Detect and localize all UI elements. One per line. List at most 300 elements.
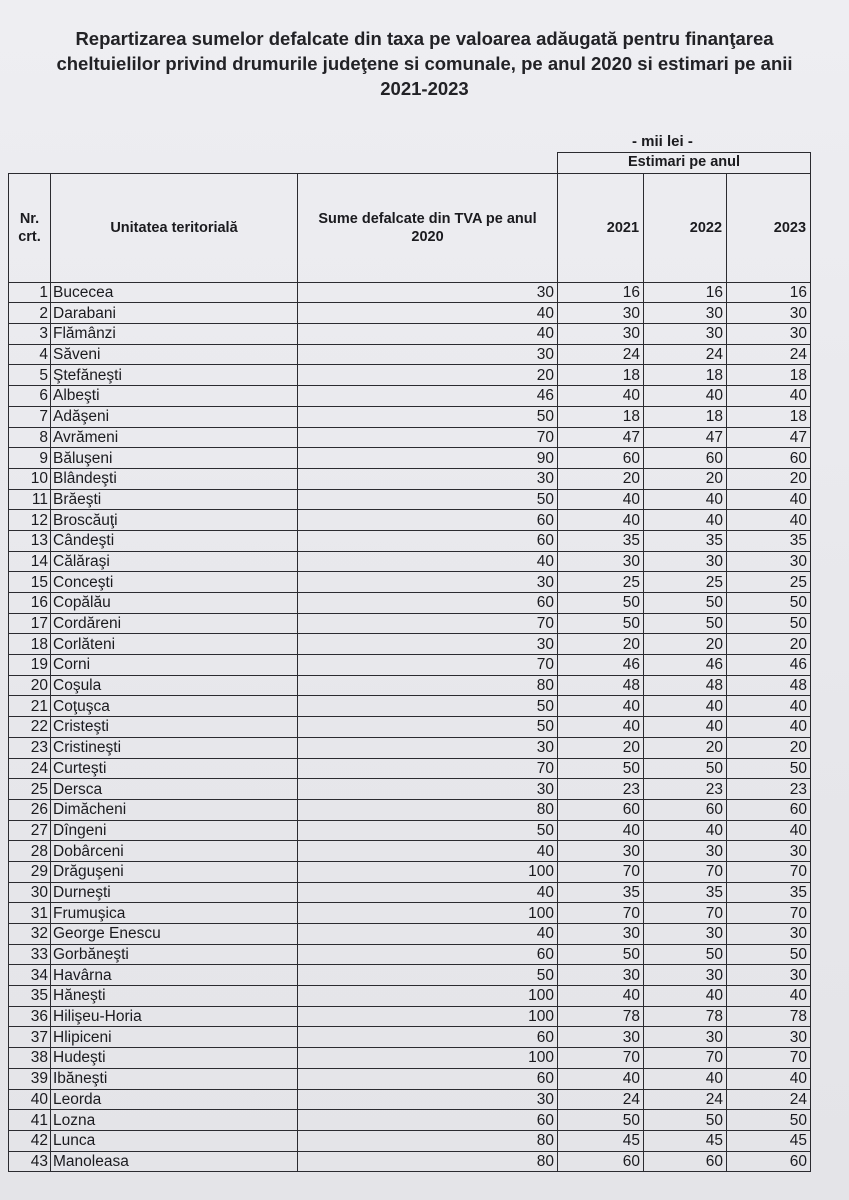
unit-name-header: Unitatea teritorială	[51, 173, 298, 282]
value-2020: 70	[298, 758, 558, 779]
value-2023: 50	[727, 593, 811, 614]
unit-name: Darabani	[51, 303, 298, 324]
value-2020: 40	[298, 924, 558, 945]
value-2021: 23	[558, 779, 644, 800]
row-number: 25	[9, 779, 51, 800]
value-2020: 90	[298, 448, 558, 469]
value-2023: 50	[727, 758, 811, 779]
value-2020: 80	[298, 675, 558, 696]
value-2023: 60	[727, 448, 811, 469]
row-number: 15	[9, 572, 51, 593]
value-2023: 24	[727, 1089, 811, 1110]
value-2021: 24	[558, 344, 644, 365]
row-number: 10	[9, 468, 51, 489]
value-2021: 40	[558, 696, 644, 717]
document-title	[20, 26, 829, 101]
value-2022: 16	[644, 282, 727, 303]
header-row-top	[9, 153, 811, 174]
value-2022: 70	[644, 861, 727, 882]
unit-name: Curteşti	[51, 758, 298, 779]
row-number: 13	[9, 530, 51, 551]
value-2022: 40	[644, 717, 727, 738]
unit-name: Adăşeni	[51, 406, 298, 427]
nr-header: Nr. crt.	[9, 173, 51, 282]
row-number: 39	[9, 1068, 51, 1089]
title-line-2: cheltuielilor privind drumurile judeţene si comunale, pe anul 2020 si estimari pe anii	[56, 53, 793, 74]
row-number: 9	[9, 448, 51, 469]
table-row	[9, 344, 811, 365]
table-row	[9, 1027, 811, 1048]
value-2020: 50	[298, 696, 558, 717]
value-2020: 80	[298, 1130, 558, 1151]
value-2021: 50	[558, 613, 644, 634]
value-2022: 24	[644, 344, 727, 365]
value-2022: 18	[644, 406, 727, 427]
value-2022: 40	[644, 986, 727, 1007]
value-2023: 20	[727, 737, 811, 758]
value-2021: 18	[558, 406, 644, 427]
table-row	[9, 365, 811, 386]
table-row	[9, 593, 811, 614]
value-2021: 25	[558, 572, 644, 593]
value-2022: 40	[644, 696, 727, 717]
row-number: 7	[9, 406, 51, 427]
value-2023: 20	[727, 468, 811, 489]
value-2022: 60	[644, 799, 727, 820]
row-number: 38	[9, 1048, 51, 1069]
row-number: 22	[9, 717, 51, 738]
value-2022: 23	[644, 779, 727, 800]
value-2023: 70	[727, 903, 811, 924]
value-2023: 18	[727, 406, 811, 427]
value-2021: 35	[558, 530, 644, 551]
value-2023: 50	[727, 613, 811, 634]
value-2023: 40	[727, 1068, 811, 1089]
value-2021: 46	[558, 655, 644, 676]
value-2020: 60	[298, 593, 558, 614]
year-2021-header: 2021	[558, 173, 644, 282]
unit-name: Ibăneşti	[51, 1068, 298, 1089]
table-row	[9, 1068, 811, 1089]
table-row	[9, 965, 811, 986]
value-2020: 70	[298, 655, 558, 676]
unit-name: Băluşeni	[51, 448, 298, 469]
value-2023: 30	[727, 965, 811, 986]
row-number: 24	[9, 758, 51, 779]
value-2021: 18	[558, 365, 644, 386]
value-2021: 40	[558, 489, 644, 510]
row-number: 6	[9, 386, 51, 407]
value-2023: 70	[727, 861, 811, 882]
unit-label: - mii lei -	[632, 133, 693, 150]
value-2023: 40	[727, 717, 811, 738]
value-2021: 20	[558, 634, 644, 655]
value-2021: 70	[558, 861, 644, 882]
value-2022: 30	[644, 1027, 727, 1048]
table-row	[9, 986, 811, 1007]
row-number: 36	[9, 1006, 51, 1027]
table-row	[9, 655, 811, 676]
value-2022: 30	[644, 303, 727, 324]
value-2022: 40	[644, 510, 727, 531]
value-2022: 30	[644, 965, 727, 986]
table-row	[9, 303, 811, 324]
unit-name: Cristeşti	[51, 717, 298, 738]
unit-name: Lunca	[51, 1130, 298, 1151]
value-2020: 50	[298, 489, 558, 510]
value-2021: 50	[558, 944, 644, 965]
value-2022: 47	[644, 427, 727, 448]
value-2023: 16	[727, 282, 811, 303]
value-2022: 30	[644, 841, 727, 862]
value-2022: 24	[644, 1089, 727, 1110]
table-row	[9, 799, 811, 820]
estimates-header: Estimari pe anul	[558, 153, 811, 174]
value-2022: 40	[644, 1068, 727, 1089]
value-2023: 60	[727, 799, 811, 820]
row-number: 12	[9, 510, 51, 531]
unit-name: Coţuşca	[51, 696, 298, 717]
value-2022: 50	[644, 593, 727, 614]
value-2020: 60	[298, 1027, 558, 1048]
unit-name: Dîngeni	[51, 820, 298, 841]
value-2022: 20	[644, 634, 727, 655]
year-2023-header: 2023	[727, 173, 811, 282]
row-number: 16	[9, 593, 51, 614]
value-2020: 80	[298, 1151, 558, 1172]
value-2021: 45	[558, 1130, 644, 1151]
value-2020: 30	[298, 737, 558, 758]
value-2020: 40	[298, 551, 558, 572]
value-2021: 30	[558, 551, 644, 572]
value-2020: 20	[298, 365, 558, 386]
value-2022: 20	[644, 737, 727, 758]
table-row	[9, 717, 811, 738]
table-row	[9, 551, 811, 572]
value-2023: 50	[727, 1110, 811, 1131]
value-2022: 48	[644, 675, 727, 696]
table-row	[9, 1089, 811, 1110]
table-row	[9, 675, 811, 696]
table-row	[9, 427, 811, 448]
value-2020: 30	[298, 572, 558, 593]
value-2020: 70	[298, 427, 558, 448]
title-line-3: 2021-2023	[380, 78, 469, 99]
value-2021: 30	[558, 324, 644, 345]
value-2021: 35	[558, 882, 644, 903]
value-2022: 40	[644, 820, 727, 841]
row-number: 17	[9, 613, 51, 634]
row-number: 8	[9, 427, 51, 448]
value-2020: 60	[298, 1068, 558, 1089]
row-number: 14	[9, 551, 51, 572]
table-row	[9, 696, 811, 717]
row-number: 30	[9, 882, 51, 903]
value-2021: 48	[558, 675, 644, 696]
allocation-table	[8, 152, 811, 1172]
title-line-1: Repartizarea sumelor defalcate din taxa pe valoarea adăugată pentru finanţarea	[75, 28, 774, 49]
row-number: 23	[9, 737, 51, 758]
unit-name: Coşula	[51, 675, 298, 696]
value-2020: 40	[298, 303, 558, 324]
table-row	[9, 861, 811, 882]
row-number: 43	[9, 1151, 51, 1172]
unit-name: Avrămeni	[51, 427, 298, 448]
table-row	[9, 1006, 811, 1027]
table-row	[9, 1151, 811, 1172]
unit-name: Durneşti	[51, 882, 298, 903]
unit-name: Dobârceni	[51, 841, 298, 862]
value-2021: 40	[558, 1068, 644, 1089]
value-2020: 30	[298, 634, 558, 655]
row-number: 11	[9, 489, 51, 510]
table-row	[9, 282, 811, 303]
value-2021: 78	[558, 1006, 644, 1027]
value-2023: 40	[727, 386, 811, 407]
table-row	[9, 468, 811, 489]
value-2020: 40	[298, 882, 558, 903]
unit-name: Brăeşti	[51, 489, 298, 510]
row-number: 35	[9, 986, 51, 1007]
unit-name: Conceşti	[51, 572, 298, 593]
unit-name: Frumuşica	[51, 903, 298, 924]
row-number: 19	[9, 655, 51, 676]
value-2021: 50	[558, 593, 644, 614]
table-row	[9, 1048, 811, 1069]
value-2021: 60	[558, 1151, 644, 1172]
table-row	[9, 841, 811, 862]
value-2020: 40	[298, 841, 558, 862]
row-number: 41	[9, 1110, 51, 1131]
value-2023: 30	[727, 324, 811, 345]
table-row	[9, 510, 811, 531]
value-2022: 30	[644, 551, 727, 572]
value-2020: 30	[298, 344, 558, 365]
row-number: 4	[9, 344, 51, 365]
sums-2020-header: Sume defalcate din TVA pe anul 2020	[298, 173, 558, 282]
row-number: 3	[9, 324, 51, 345]
unit-name: Broscăuţi	[51, 510, 298, 531]
value-2020: 50	[298, 820, 558, 841]
value-2020: 30	[298, 282, 558, 303]
value-2020: 60	[298, 1110, 558, 1131]
unit-name: Havârna	[51, 965, 298, 986]
value-2020: 50	[298, 965, 558, 986]
value-2020: 30	[298, 1089, 558, 1110]
value-2020: 30	[298, 468, 558, 489]
value-2023: 20	[727, 634, 811, 655]
unit-name: Cristineşti	[51, 737, 298, 758]
value-2022: 35	[644, 530, 727, 551]
value-2022: 18	[644, 365, 727, 386]
value-2022: 60	[644, 448, 727, 469]
row-number: 1	[9, 282, 51, 303]
row-number: 32	[9, 924, 51, 945]
table-row	[9, 530, 811, 551]
value-2023: 30	[727, 551, 811, 572]
value-2023: 50	[727, 944, 811, 965]
value-2022: 50	[644, 944, 727, 965]
row-number: 42	[9, 1130, 51, 1151]
unit-name: Corni	[51, 655, 298, 676]
value-2021: 30	[558, 924, 644, 945]
value-2023: 30	[727, 924, 811, 945]
value-2023: 24	[727, 344, 811, 365]
value-2023: 30	[727, 303, 811, 324]
table-row	[9, 634, 811, 655]
value-2020: 100	[298, 986, 558, 1007]
value-2022: 30	[644, 324, 727, 345]
header-row	[9, 173, 811, 282]
value-2023: 30	[727, 1027, 811, 1048]
unit-name: Bucecea	[51, 282, 298, 303]
value-2022: 46	[644, 655, 727, 676]
value-2021: 60	[558, 799, 644, 820]
value-2022: 60	[644, 1151, 727, 1172]
row-number: 28	[9, 841, 51, 862]
unit-name: Flămânzi	[51, 324, 298, 345]
unit-name: Lozna	[51, 1110, 298, 1131]
value-2020: 40	[298, 324, 558, 345]
value-2023: 40	[727, 489, 811, 510]
value-2023: 35	[727, 530, 811, 551]
row-number: 20	[9, 675, 51, 696]
table-row	[9, 406, 811, 427]
unit-name: Drăguşeni	[51, 861, 298, 882]
value-2021: 30	[558, 965, 644, 986]
value-2020: 80	[298, 799, 558, 820]
value-2020: 100	[298, 861, 558, 882]
row-number: 33	[9, 944, 51, 965]
value-2023: 35	[727, 882, 811, 903]
table-row	[9, 1130, 811, 1151]
table-row	[9, 448, 811, 469]
value-2021: 50	[558, 1110, 644, 1131]
table-row	[9, 758, 811, 779]
unit-name: Hlipiceni	[51, 1027, 298, 1048]
table-row	[9, 386, 811, 407]
header-spacer	[9, 153, 558, 174]
row-number: 21	[9, 696, 51, 717]
value-2020: 60	[298, 944, 558, 965]
table-row	[9, 324, 811, 345]
value-2022: 35	[644, 882, 727, 903]
value-2023: 23	[727, 779, 811, 800]
value-2021: 60	[558, 448, 644, 469]
table-row	[9, 572, 811, 593]
row-number: 18	[9, 634, 51, 655]
value-2021: 40	[558, 986, 644, 1007]
value-2020: 100	[298, 1048, 558, 1069]
row-number: 29	[9, 861, 51, 882]
value-2021: 30	[558, 841, 644, 862]
value-2023: 47	[727, 427, 811, 448]
value-2022: 30	[644, 924, 727, 945]
table-row	[9, 489, 811, 510]
unit-name: Cândeşti	[51, 530, 298, 551]
value-2021: 40	[558, 386, 644, 407]
unit-name: Leorda	[51, 1089, 298, 1110]
unit-name: Copălău	[51, 593, 298, 614]
value-2022: 50	[644, 758, 727, 779]
unit-name: Călăraşi	[51, 551, 298, 572]
value-2021: 30	[558, 303, 644, 324]
unit-name: Săveni	[51, 344, 298, 365]
row-number: 37	[9, 1027, 51, 1048]
value-2020: 70	[298, 613, 558, 634]
value-2020: 100	[298, 903, 558, 924]
unit-name: Gorbăneşti	[51, 944, 298, 965]
value-2023: 30	[727, 841, 811, 862]
value-2021: 70	[558, 903, 644, 924]
unit-name: Hilişeu-Horia	[51, 1006, 298, 1027]
unit-name: Hudeşti	[51, 1048, 298, 1069]
value-2023: 48	[727, 675, 811, 696]
value-2020: 50	[298, 406, 558, 427]
value-2022: 40	[644, 489, 727, 510]
value-2023: 25	[727, 572, 811, 593]
row-number: 31	[9, 903, 51, 924]
unit-name: Hăneşti	[51, 986, 298, 1007]
row-number: 40	[9, 1089, 51, 1110]
year-2022-header: 2022	[644, 173, 727, 282]
unit-name: George Enescu	[51, 924, 298, 945]
unit-name: Ştefăneşti	[51, 365, 298, 386]
value-2021: 40	[558, 717, 644, 738]
value-2022: 40	[644, 386, 727, 407]
value-2021: 24	[558, 1089, 644, 1110]
value-2022: 45	[644, 1130, 727, 1151]
value-2021: 20	[558, 468, 644, 489]
value-2022: 70	[644, 903, 727, 924]
value-2023: 45	[727, 1130, 811, 1151]
value-2020: 60	[298, 530, 558, 551]
value-2022: 70	[644, 1048, 727, 1069]
unit-name: Manoleasa	[51, 1151, 298, 1172]
value-2023: 70	[727, 1048, 811, 1069]
value-2022: 50	[644, 613, 727, 634]
value-2020: 46	[298, 386, 558, 407]
table-row	[9, 944, 811, 965]
table-body	[9, 282, 811, 1172]
unit-name: Blândeşti	[51, 468, 298, 489]
unit-name: Corlăteni	[51, 634, 298, 655]
value-2021: 70	[558, 1048, 644, 1069]
table-row	[9, 882, 811, 903]
table-row	[9, 613, 811, 634]
row-number: 2	[9, 303, 51, 324]
value-2020: 60	[298, 510, 558, 531]
row-number: 5	[9, 365, 51, 386]
value-2021: 30	[558, 1027, 644, 1048]
value-2023: 40	[727, 820, 811, 841]
row-number: 26	[9, 799, 51, 820]
value-2020: 30	[298, 779, 558, 800]
value-2020: 50	[298, 717, 558, 738]
unit-name: Dersca	[51, 779, 298, 800]
value-2021: 40	[558, 510, 644, 531]
table-row	[9, 737, 811, 758]
row-number: 27	[9, 820, 51, 841]
value-2023: 40	[727, 986, 811, 1007]
value-2022: 25	[644, 572, 727, 593]
row-number: 34	[9, 965, 51, 986]
value-2020: 100	[298, 1006, 558, 1027]
value-2023: 40	[727, 696, 811, 717]
value-2021: 47	[558, 427, 644, 448]
value-2022: 50	[644, 1110, 727, 1131]
table-row	[9, 903, 811, 924]
